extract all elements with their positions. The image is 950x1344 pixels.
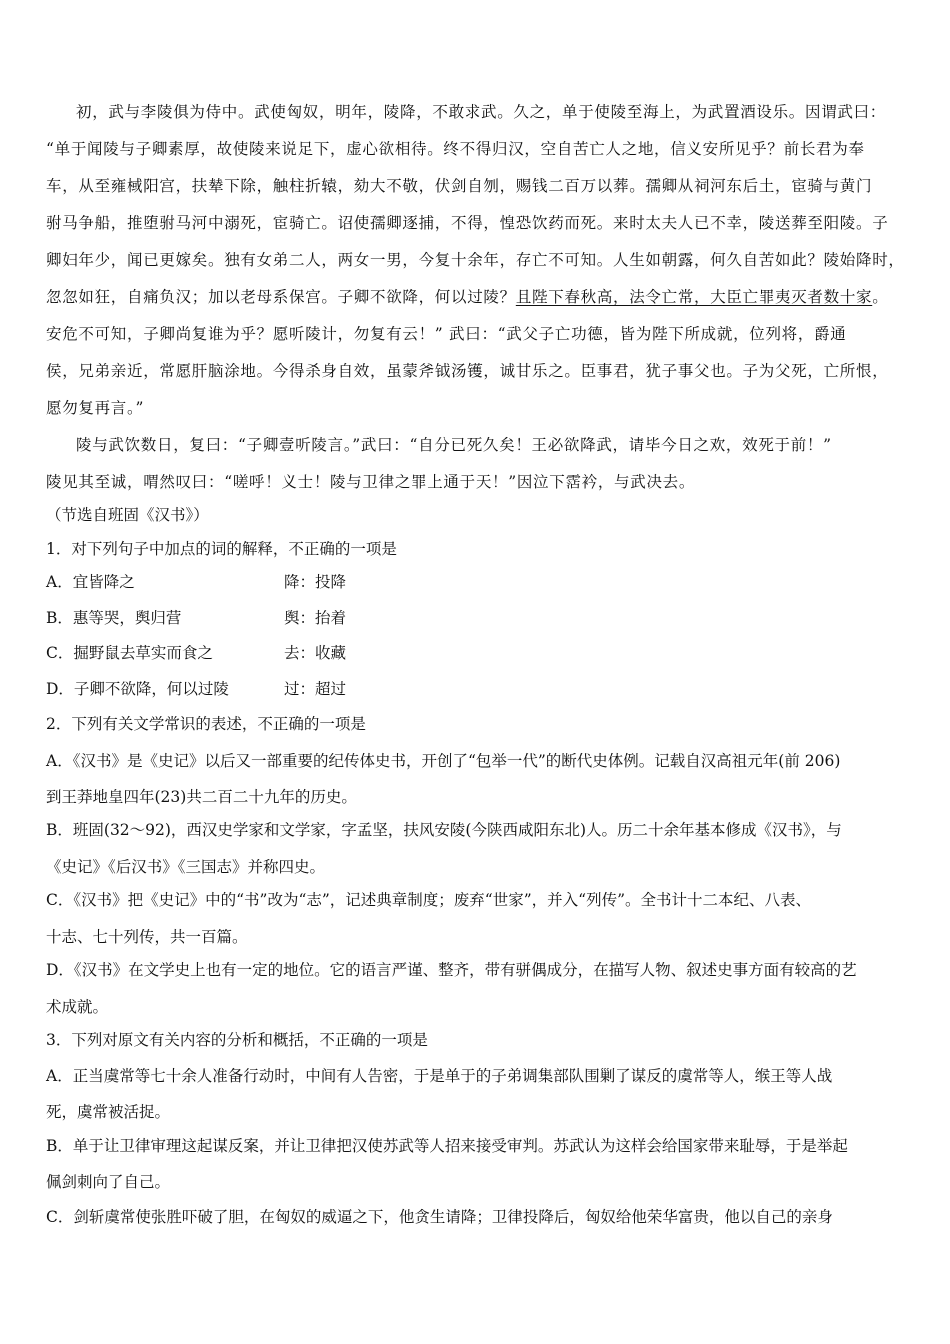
question-3-stem: 3．下列对原文有关内容的分析和概括，不正确的一项是 [46,1031,428,1049]
option-c-text: C．掘野鼠去草实而食之 [46,644,213,662]
option-c-gloss: 去：收藏 [284,644,347,662]
question-2-line: 《史记》《后汉书》《三国志》并称四史。 [46,858,326,876]
passage-line: 车，从至雍棫阳宫，扶辇下除，触柱折辕，劾大不敬，伏剑自刎，赐钱二百万以葬。孺卿从祠河东后土，宦骑与黄门 [46,177,873,195]
passage-line: 愿勿复再言。” [46,399,145,417]
question-3-line: 佩剑刺向了自己。 [46,1173,171,1191]
question-2-line: 术成就。 [46,998,109,1016]
question-1-stem: 1．对下列句子中加点的词的解释，不正确的一项是 [46,540,397,558]
passage-text: 忽忽如狂，自痛负汉；加以老母系保宫。子卿不欲降，何以过陵？ [46,288,516,306]
question-2-line: A．《汉书》是《史记》以后又一部重要的纪传体史书，开创了“包举一代”的断代史体例。记载自汉高祖元年(前 206) [46,752,841,770]
passage-line [46,287,916,307]
passage-line: “单于闻陵与子卿素厚，故使陵来说足下，虚心欲相待。终不得归汉，空自苦亡人之地，信义安所见乎？前长君为奉 [46,140,865,158]
underlined-sentence: 且陛下春秋高，法令亡常，大臣亡罪夷灭者数十家 [515,288,873,306]
option-a-text: A．宜皆降之 [46,573,135,591]
passage-text: 。 [872,288,889,306]
passage-line: 安危不可知，子卿尚复谁为乎？愿听陵计，勿复有云！” 武曰：“武父子亡功德，皆为陛下所成就，位列将，爵通 [46,325,847,343]
passage-line: 陵见其至诚，喟然叹曰：“嗟呼！义士！陵与卫律之罪上通于天！”因泣下霑衿，与武决去。 [46,473,696,491]
option-a-gloss: 降：投降 [284,573,347,591]
question-3-line: C．剑斩虞常使张胜吓破了胆，在匈奴的威逼之下，他贪生请降；卫律投降后，匈奴给他荣华富贵，他以自己的亲身 [46,1208,833,1226]
question-2-line: D．《汉书》在文学史上也有一定的地位。它的语言严谨、整齐，带有骈偶成分，在描写人物、叙述史事方面有较高的艺 [46,961,857,979]
passage-line: 卿妇年少，闻已更嫁矣。独有女弟二人，两女一男，今复十余年，存亡不可知。人生如朝露，何久自苦如此？陵始降时， [46,251,905,269]
question-2-line: C．《汉书》把《史记》中的“书”改为“志”，记述典章制度；废弃“世家”，并入“列传”。全书计十二本纪、八表、 [46,891,812,909]
question-2-stem: 2．下列有关文学常识的表述，不正确的一项是 [46,715,366,733]
question-3-line: A．正当虞常等七十余人准备行动时，中间有人告密，于是单于的子弟调集部队围剿了谋反的虞常等人，缑王等人战 [46,1067,833,1085]
question-3-line: B．单于让卫律审理这起谋反案，并让卫律把汉使苏武等人招来接受审判。苏武认为这样会给国家带来耻辱，于是举起 [46,1137,848,1155]
passage-line: 陵与武饮数日，复曰：“子卿壹听陵言。”武曰：“自分已死久矣！王必欲降武，请毕今日之欢，效死于前！” [76,436,832,454]
passage-line: 侯，兄弟亲近，常愿肝脑涂地。今得杀身自效，虽蒙斧钺汤镬，诚甘乐之。臣事君，犹子事父也。子为父死，亡所恨， [46,362,889,380]
question-2-line: 到王莽地皇四年(23)共二百二十九年的历史。 [46,788,357,806]
question-2-line: 十志、七十列传，共一百篇。 [46,928,248,946]
question-3-line: 死，虞常被活捉。 [46,1103,171,1121]
option-d-text: D．子卿不欲降，何以过陵 [46,680,229,698]
option-b-gloss: 舆：抬着 [284,609,347,627]
option-d-gloss: 过：超过 [284,680,347,698]
question-2-line: B．班固(32～92)，西汉史学家和文学家，字孟坚，扶风安陵(今陕西咸阳东北)人。历二十余年基本修成《汉书》，与 [46,821,842,839]
passage-line: 初，武与李陵俱为侍中。武使匈奴，明年，陵降，不敢求武。久之，单于使陵至海上，为武置酒设乐。因谓武曰： [76,103,887,121]
source-note: （节选自班固《汉书》） [46,506,209,524]
option-b-text: B．惠等哭，舆归营 [46,609,182,627]
passage-line: 驸马争船，推堕驸马河中溺死，宦骑亡。诏使孺卿逐捕，不得，惶恐饮药而死。来时太夫人已不幸，陵送葬至阳陵。子 [46,214,889,232]
